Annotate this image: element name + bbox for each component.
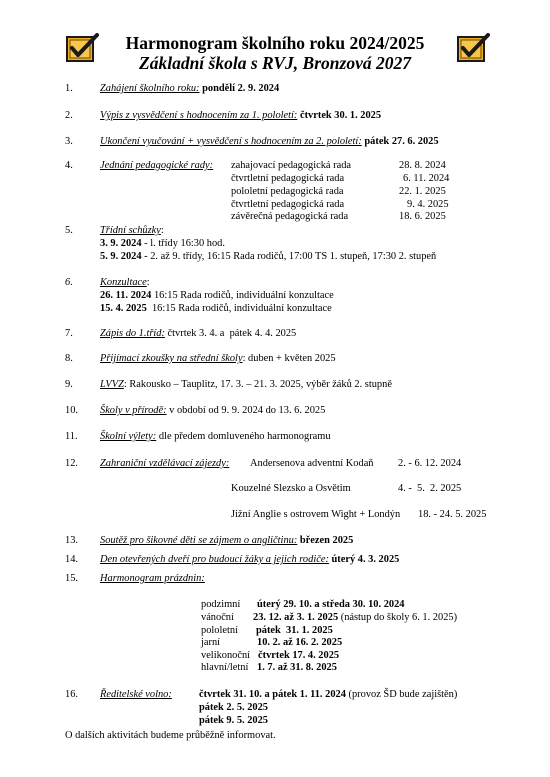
item-label: Soutěž pro šikovné děti se zájmem o angličtinu:: [100, 535, 298, 546]
council-date: 28. 8. 2024: [399, 160, 446, 171]
holiday-row: [253, 612, 457, 623]
holiday-row: [257, 637, 342, 648]
item-5-line-2: [100, 251, 436, 262]
item-label: Konzultace: [100, 277, 147, 288]
item-label: Ředitelské volno:: [100, 689, 172, 700]
holiday-name: pololetní: [201, 625, 238, 636]
item-7: [100, 328, 296, 339]
holiday-date: 1. 7. až 31. 8. 2025: [257, 662, 337, 673]
holiday-name: jarní: [201, 637, 221, 648]
trip-date: 18. - 24. 5. 2025: [418, 509, 487, 520]
item-14: [100, 554, 399, 565]
item-label: Jednání pedagogické rady:: [100, 160, 214, 171]
council-name: pololetní pedagogická rada: [231, 186, 344, 197]
item-label: Třídní schůzky: [100, 225, 161, 236]
item-label: Výpis z vysvědčení s hodnocením za 1. pololetí:: [100, 110, 298, 121]
item-label: Školy v přírodě:: [100, 405, 167, 416]
council-name: závěrečná pedagogická rada: [231, 211, 349, 222]
item-number: 7.: [65, 328, 73, 339]
item-number: 6.: [65, 277, 73, 288]
consultation-date: 26. 11. 2024: [100, 290, 152, 301]
holiday-row: [257, 599, 404, 610]
item-label: Školní výlety:: [100, 431, 157, 442]
holiday-date: čtvrtek 17. 4. 2025: [258, 650, 340, 661]
item-label: Zápis do 1.tříd:: [100, 328, 165, 339]
item-number: 4.: [65, 160, 73, 171]
consultation-detail: 16:15 Rada rodičů, individuální konzultace: [151, 290, 334, 301]
item-number: 14.: [65, 554, 78, 565]
council-name: čtvrtletní pedagogická rada: [231, 173, 345, 184]
item-number: 16.: [65, 689, 78, 700]
council-name: čtvrtletní pedagogická rada: [231, 199, 345, 210]
item-number: 8.: [65, 353, 73, 364]
meeting-detail: - 2. až 9. třídy, 16:15 Rada rodičů, 17:00 TS 1. stupeň, 17:30 2. stupeň: [141, 251, 437, 262]
trip-name: Andersenova adventní Kodaň: [250, 458, 374, 469]
meeting-detail: - l. třídy 16:30 hod.: [141, 238, 225, 249]
page-title: Harmonogram školního roku 2024/2025: [125, 33, 425, 53]
item-number: 1.: [65, 83, 73, 94]
item-6-line-2: [100, 303, 332, 314]
day-off-date: čtvrtek 31. 10. a pátek 1. 11. 2024: [199, 689, 346, 700]
item-label: Přijímací zkoušky na střední školy: [100, 353, 243, 364]
item-label: LVVZ: [100, 379, 124, 390]
item-5-heading: Třídní schůzky:: [100, 225, 164, 236]
item-13: [100, 535, 353, 546]
item-label: Zahraniční vzdělávací zájezdy:: [100, 458, 230, 469]
item-value: úterý 4. 3. 2025: [331, 554, 400, 565]
trip-date: 2. - 6. 12. 2024: [398, 458, 462, 469]
council-date: 22. 1. 2025: [399, 186, 446, 197]
holiday-name: hlavní/letní: [201, 662, 249, 673]
item-label: Harmonogram prázdnin:: [100, 573, 205, 584]
item-6-heading: Konzultace:: [100, 277, 150, 288]
item-value: pondělí 2. 9. 2024: [202, 83, 280, 94]
item-11: [100, 431, 331, 442]
consultation-date: 15. 4. 2025: [100, 303, 147, 314]
item-value: březen 2025: [299, 535, 354, 546]
item-value: : Rakousko – Tauplitz, 17. 3. – 21. 3. 2025, výběr žáků 2. stupně: [123, 379, 392, 390]
footer-note: O dalších aktivitách budeme průběžně informovat.: [65, 730, 276, 741]
item-number: 13.: [65, 535, 78, 546]
holiday-row: [256, 625, 333, 636]
day-off-line-1: [199, 689, 457, 700]
item-6-line-1: [100, 290, 334, 301]
day-off-note: (provoz ŠD bude zajištěn): [345, 689, 458, 700]
item-9: [100, 379, 392, 390]
item-8: [100, 353, 336, 364]
holiday-row: [258, 650, 339, 661]
item-5-line-1: [100, 238, 225, 249]
holiday-date: úterý 29. 10. a středa 30. 10. 2024: [257, 599, 405, 610]
holiday-date: pátek 31. 1. 2025: [256, 625, 333, 636]
item-number: 2.: [65, 110, 73, 121]
item-number: 10.: [65, 405, 78, 416]
item-10: [100, 405, 325, 416]
council-date: 18. 6. 2025: [399, 211, 446, 222]
item-value: pátek 27. 6. 2025: [364, 136, 439, 147]
council-date: 6. 11. 2024: [403, 173, 450, 184]
holiday-name: velikonoční: [201, 650, 251, 661]
trip-name: Kouzelné Slezsko a Osvětim: [231, 483, 351, 494]
item-number: 11.: [65, 431, 78, 442]
item-value: dle předem domluveného harmonogramu: [156, 431, 331, 442]
item-1: [100, 83, 279, 94]
item-number: 9.: [65, 379, 73, 390]
holiday-name: podzimní: [201, 599, 241, 610]
item-label: Den otevřených dveří pro budoucí žáky a jejich rodiče:: [100, 554, 329, 565]
day-off-date: pátek 2. 5. 2025: [199, 702, 268, 713]
meeting-date: 5. 9. 2024: [100, 251, 142, 262]
item-number: 5.: [65, 225, 73, 236]
item-number: 15.: [65, 573, 78, 584]
item-value: čtvrtek 30. 1. 2025: [299, 110, 382, 121]
council-name: zahajovací pedagogická rada: [231, 160, 351, 171]
day-off-line-2: [199, 702, 268, 713]
holiday-date: 10. 2. až 16. 2. 2025: [257, 637, 343, 648]
item-value: čtvrtek 3. 4. a pátek 4. 4. 2025: [164, 328, 297, 339]
holiday-date: 23. 12. až 3. 1. 2025: [253, 612, 339, 623]
item-3: [100, 136, 439, 147]
day-off-date: pátek 9. 5. 2025: [199, 715, 268, 726]
council-date: 9. 4. 2025: [407, 199, 449, 210]
item-label: Ukončení vyučování + vysvědčení s hodnocením za 2. pololetí:: [100, 136, 362, 147]
trip-name: Jižní Anglie s ostrovem Wight + Londýn: [231, 509, 401, 520]
item-label: Zahájení školního roku:: [100, 83, 200, 94]
item-value: : duben + květen 2025: [242, 353, 336, 364]
item-2: [100, 110, 381, 121]
item-number: 12.: [65, 458, 78, 469]
item-value: v období od 9. 9. 2024 do 13. 6. 2025: [166, 405, 326, 416]
day-off-line-3: [199, 715, 268, 726]
trip-date: 4. - 5. 2. 2025: [398, 483, 462, 494]
consultation-detail: 16:15 Rada rodičů, individuální konzultace: [146, 303, 332, 314]
holiday-name: vánoční: [201, 612, 234, 623]
holiday-note: (nástup do školy 6. 1. 2025): [338, 612, 458, 623]
page-subtitle: Základní škola s RVJ, Bronzová 2027: [139, 53, 411, 73]
holiday-row: [257, 662, 337, 673]
meeting-date: 3. 9. 2024: [100, 238, 142, 249]
item-number: 3.: [65, 136, 73, 147]
